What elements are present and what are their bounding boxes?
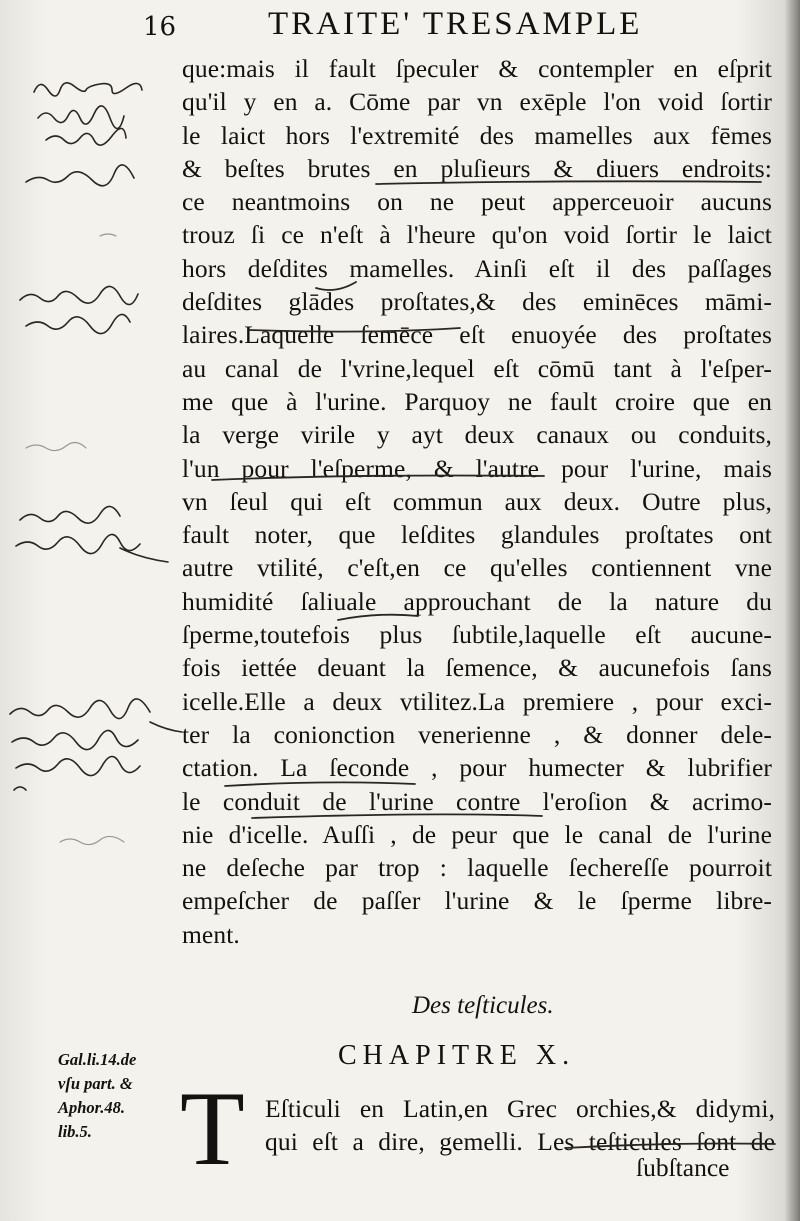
text-line: humidité ſaliuale approuchant de la nature du <box>182 586 772 616</box>
marginal-note-1 <box>26 83 142 186</box>
marginal-note-4 <box>10 699 182 790</box>
text-line: l'un pour l'eſperme, & l'autre pour l'urine, mais <box>182 453 772 483</box>
text-line: ment. <box>182 919 240 949</box>
text-line: qu'il y en a. Cōme par vn exēple l'on void ſortir <box>182 87 772 117</box>
text-line: icelle.Elle a deux vtilitez.La premiere , pour exci- <box>182 686 772 716</box>
marginal-note-2 <box>20 286 138 333</box>
text-line: fault noter, que leſdites glandules proſtates ont <box>182 520 772 550</box>
text-line: fois iettée deuant la ſemence, & aucunefois ſans <box>182 653 772 683</box>
text-line: empeſcher de paſſer l'urine & le ſperme libre- <box>182 886 772 916</box>
section-title: Des teſticules. <box>412 992 554 1019</box>
page-number: 16 <box>143 12 177 42</box>
text-line: trouz ſi ce n'eſt à l'heure qu'on void ſortir le laict <box>182 220 772 250</box>
marginal-reference-line: Aphor.48. <box>58 1098 125 1117</box>
text-line: & beſtes brutes en pluſieurs & diuers endroits: <box>182 153 772 183</box>
text-line: ſperme,toutefois plus ſubtile,laquelle eſt aucune- <box>182 620 772 650</box>
drop-cap-initial: T <box>180 1070 245 1187</box>
text-line: laires.Laquelle ſemēce eſt enuoyée des proſtates <box>182 320 772 350</box>
text-line: vn ſeul qui eſt commun aux deux. Outre plus, <box>182 486 772 516</box>
marginal-reference-line: lib.5. <box>58 1122 92 1141</box>
text-line: ctation. La ſeconde , pour humecter & lubrifier <box>182 753 772 783</box>
text-line: ter la conionction venerienne , & donner dele- <box>182 719 772 749</box>
text-line: ce neantmoins on ne peut apperceuoir aucuns <box>182 187 772 217</box>
chapter-heading: CHAPITRE X. <box>338 1040 576 1071</box>
catchword: ſubſtance <box>636 1153 730 1182</box>
marginal-note-3 <box>16 506 168 562</box>
text-line: Eſticuli en Latin,en Grec orchies,& didymi, <box>265 1094 775 1123</box>
text-underlines <box>212 181 775 1148</box>
text-line: le conduit de l'urine contre l'eroſion & acrimo- <box>182 786 772 816</box>
text-line: hors deſdites mamelles. Ainſi eſt il des paſſages <box>182 253 772 283</box>
text-line: nie d'icelle. Auſſi , de peur que le canal de l'urine <box>182 819 772 849</box>
text-line: autre vtilité, c'eſt,en ce qu'elles contiennent vne <box>182 553 772 583</box>
text-line: qui eſt a dire, gemelli. Les teſticules ſont de <box>265 1127 775 1157</box>
text-line: au canal de l'vrine,lequel eſt cōmū tant à l'eſper- <box>182 353 772 383</box>
text-line: ne deſeche par trop : laquelle ſechereſſe pourroit <box>182 853 772 883</box>
running-title: TRAITE' TRESAMPLE <box>268 6 643 42</box>
marginal-reference-line: vſu part. & <box>58 1074 133 1093</box>
text-line: que:mais il fault ſpeculer & contempler en eſprit <box>182 54 772 83</box>
text-line: me que à l'urine. Parquoy ne fault croire que en <box>182 386 772 416</box>
text-line: deſdites glādes proſtates,& des eminēces māmi- <box>182 287 772 317</box>
marginal-reference-line: Gal.li.14.de <box>58 1050 137 1069</box>
text-line: le laict hors l'extremité des mamelles aux fēmes <box>182 120 772 150</box>
text-line: la verge virile y ayt deux canaux ou conduits, <box>182 420 772 450</box>
